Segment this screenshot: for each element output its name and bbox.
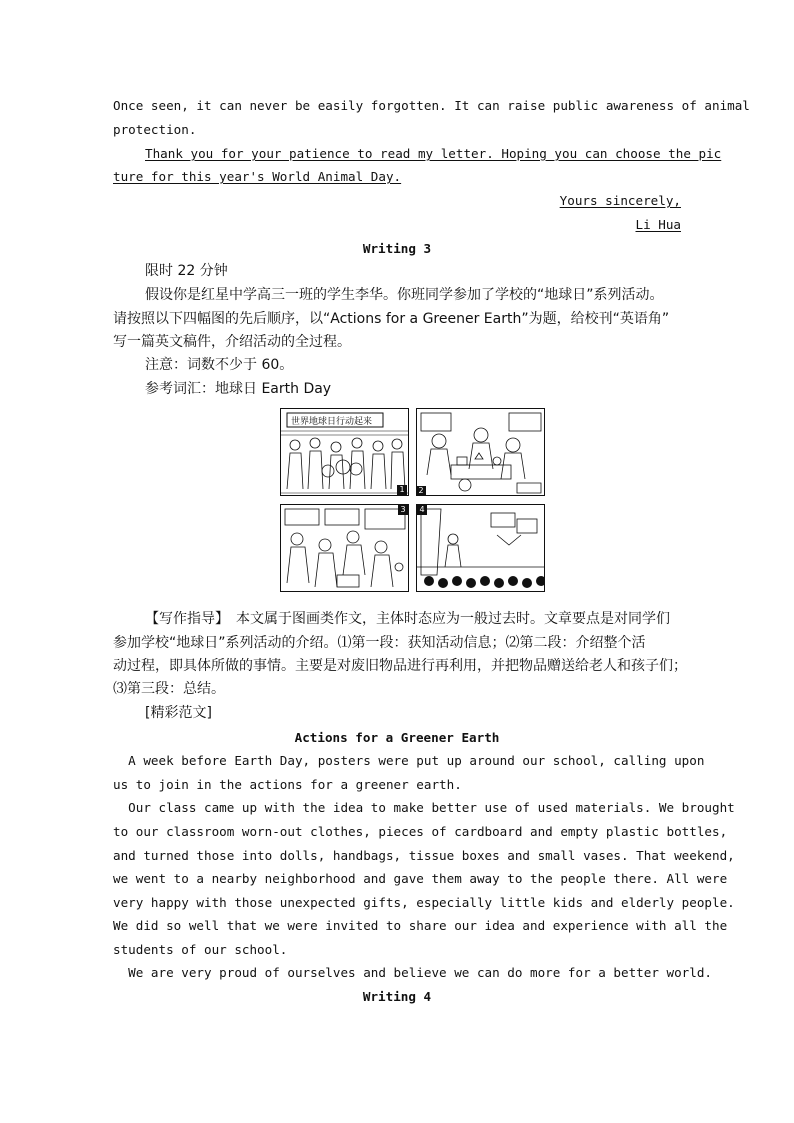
panel-3-drawing [281, 505, 409, 592]
essay-line: A week before Earth Day, posters were put up around our school, calling upon [113, 753, 705, 768]
writing-guide-line: 动过程，即具体所做的事情。主要是对废旧物品进行再利用，并把物品赠送给老人和孩子们； [113, 658, 687, 674]
word-count-note: 注意：词数不少于 60。 [145, 357, 294, 373]
sample-essay-label: [精彩范文] [145, 705, 212, 721]
essay-line: Our class came up with the idea to make better use of used materials. We brought [113, 800, 735, 815]
letter-thanks-line: ture for this year's World Animal Day. [113, 169, 402, 184]
essay-line: and turned those into dolls, handbags, tissue boxes and small vases. That weekend, [113, 848, 735, 863]
essay-line: to our classroom worn-out clothes, pieces of cardboard and empty plastic bottles, [113, 824, 728, 839]
essay-line: We did so well that we were invited to share our idea and experience with all the [113, 918, 728, 933]
panel-number-1: 1 [397, 485, 407, 495]
panel-2-drawing [417, 409, 545, 496]
four-panel-illustration [280, 408, 546, 596]
panel-1-poster-crowd [280, 408, 409, 496]
letter-thanks-line: Thank you for your patience to read my letter. Hoping you can choose the pic [145, 146, 722, 161]
panel-4-drawing [417, 505, 545, 592]
writing-guide-line: ⑶第三段：总结。 [113, 681, 225, 697]
letter-text-line: protection. [113, 122, 197, 137]
essay-line: students of our school. [113, 942, 288, 957]
panel-1-drawing [281, 409, 409, 496]
essay-line: us to join in the actions for a greener earth. [113, 777, 462, 792]
letter-signature: Li Hua [635, 217, 681, 232]
letter-closing: Yours sincerely, [559, 193, 681, 208]
prompt-line: 假设你是红星中学高三一班的学生李华。你班同学参加了学校的“地球日”系列活动。 [145, 287, 664, 303]
essay-line: We are very proud of ourselves and believe we can do more for a better world. [113, 965, 712, 980]
prompt-line: 请按照以下四幅图的先后顺序，以“Actions for a Greener Earth”为题，给校刊“英语角” [113, 311, 670, 327]
time-limit: 限时 22 分钟 [145, 263, 228, 279]
panel-4-stage-sharing [416, 504, 545, 592]
panel-number-3: 3 [398, 505, 408, 515]
writing-guide-line: 【写作指导】 本文属于图画类作文，主体时态应为一般过去时。文章要点是对同学们 [145, 611, 670, 627]
essay-line: very happy with those unexpected gifts, especially little kids and elderly people. [113, 895, 735, 910]
section-heading: Writing 4 [362, 989, 432, 1004]
panel-1-sign-text: 世界地球日行动起来 [291, 417, 373, 427]
vocabulary-hint: 参考词汇：地球日 Earth Day [145, 381, 332, 397]
panel-2-classroom-crafting [416, 408, 545, 496]
panel-number-4: 4 [417, 505, 427, 515]
essay-line: we went to a nearby neighborhood and gave them away to the people there. All were [113, 871, 728, 886]
section-heading: Writing 3 [362, 241, 432, 256]
essay-title: Actions for a Greener Earth [294, 730, 500, 745]
prompt-line: 写一篇英文稿件，介绍活动的全过程。 [113, 334, 351, 350]
panel-number-2: 2 [416, 486, 426, 496]
writing-guide-line: 参加学校“地球日”系列活动的介绍。⑴第一段：获知活动信息；⑵第二段：介绍整个活 [113, 635, 646, 651]
letter-text-line: Once seen, it can never be easily forgotten. It can raise public awareness of animal [113, 98, 750, 113]
panel-3-neighborhood-gifts [280, 504, 409, 592]
